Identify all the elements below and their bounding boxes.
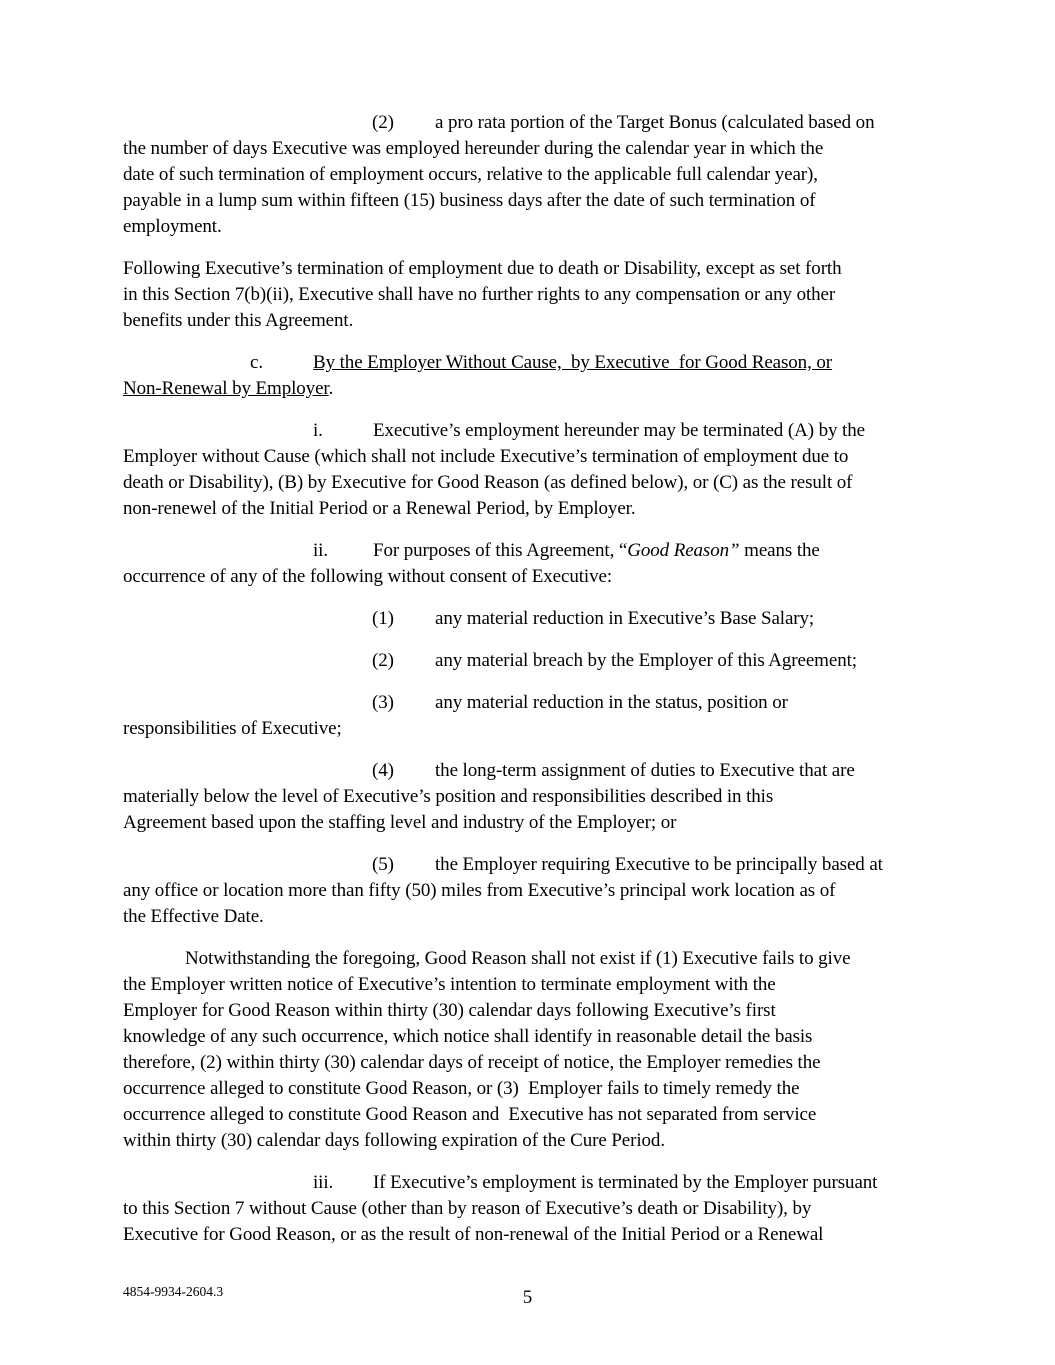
text-line: benefits under this Agreement. — [123, 310, 354, 331]
text-line: date of such termination of employment occurs, relative to the applicable full calendar year), — [123, 164, 818, 185]
list-label: c. — [250, 352, 263, 373]
para-item-1 — [123, 606, 935, 632]
text-line: within thirty (30) calendar days following expiration of the Cure Period. — [123, 1130, 665, 1151]
para-item-i — [123, 418, 935, 522]
text-line: Employer without Cause (which shall not include Executive’s termination of employment due to — [123, 446, 849, 467]
text-line: Agreement based upon the staffing level and industry of the Employer; or — [123, 812, 677, 833]
list-label: i. — [313, 420, 323, 441]
para-item-ii — [123, 538, 935, 590]
document-body — [123, 110, 935, 1264]
text-line: Following Executive’s termination of employment due to death or Disability, except as set forth — [123, 258, 842, 279]
list-label: iii. — [313, 1172, 334, 1193]
list-label: (4) — [372, 760, 394, 781]
list-label: (1) — [372, 608, 394, 629]
text-line: payable in a lump sum within fifteen (15) business days after the date of such termination of — [123, 190, 816, 211]
text-line: (5) the Employer requiring Executive to be principally based at — [123, 852, 935, 878]
text-line: iii. If Executive’s employment is terminated by the Employer pursuant — [123, 1170, 935, 1196]
text-line: occurrence alleged to constitute Good Reason and Executive has not separated from service — [123, 1104, 817, 1125]
para-item-5 — [123, 852, 935, 930]
text-line: employment. — [123, 216, 222, 237]
para-item-4 — [123, 758, 935, 836]
text-line: non-renewel of the Initial Period or a Renewal Period, by Employer. — [123, 498, 636, 519]
text-line: ii. For purposes of this Agreement, “Good Reason” means the — [123, 538, 935, 564]
text-line: (2) any material breach by the Employer of this Agreement; — [123, 648, 935, 674]
text-line: occurrence of any of the following without consent of Executive: — [123, 566, 613, 587]
text-line: (4) the long-term assignment of duties to Executive that are — [123, 758, 935, 784]
para-item-3 — [123, 690, 935, 742]
text-line: the number of days Executive was employed hereunder during the calendar year in which the — [123, 138, 824, 159]
heading-section-c — [123, 350, 935, 402]
text-line: to this Section 7 without Cause (other than by reason of Executive’s death or Disability), by — [123, 1198, 812, 1219]
list-label: ii. — [313, 540, 329, 561]
text-line: i. Executive’s employment hereunder may be terminated (A) by the — [123, 418, 935, 444]
text-line: (1) any material reduction in Executive’s Base Salary; — [123, 606, 935, 632]
text-line: the Employer written notice of Executive’s intention to terminate employment with the — [123, 974, 776, 995]
list-label: (3) — [372, 692, 394, 713]
para-notwithstanding — [123, 946, 935, 1154]
para-item-2 — [123, 648, 935, 674]
text-line: any office or location more than fifty (50) miles from Executive’s principal work location as of — [123, 880, 836, 901]
text-line: therefore, (2) within thirty (30) calendar days of receipt of notice, the Employer remedies the — [123, 1052, 821, 1073]
text-line: Non-Renewal by Employer. — [123, 378, 334, 399]
footer-page-number: 5 — [522, 1287, 533, 1308]
footer-document-number: 4854-9934-2604.3 — [123, 1284, 224, 1299]
text-line: materially below the level of Executive’s position and responsibilities described in this — [123, 786, 774, 807]
para-following-termination — [123, 256, 935, 334]
text-line: Employer for Good Reason within thirty (30) calendar days following Executive’s first — [123, 1000, 776, 1021]
para-pro-rata-bonus — [123, 110, 935, 240]
text-line: in this Section 7(b)(ii), Executive shall have no further rights to any compensation or any other — [123, 284, 836, 305]
text-line: knowledge of any such occurrence, which notice shall identify in reasonable detail the basis — [123, 1026, 813, 1047]
text-line: death or Disability), (B) by Executive for Good Reason (as defined below), or (C) as the result of — [123, 472, 853, 493]
text-line: occurrence alleged to constitute Good Reason, or (3) Employer fails to timely remedy the — [123, 1078, 800, 1099]
text-line: the Effective Date. — [123, 906, 264, 927]
text-line: (3) any material reduction in the status, position or — [123, 690, 935, 716]
list-label: (5) — [372, 854, 394, 875]
text-line: responsibilities of Executive; — [123, 718, 342, 739]
text-line: c. By the Employer Without Cause, by Executive for Good Reason, or — [123, 350, 935, 376]
text-line: Notwithstanding the foregoing, Good Reason shall not exist if (1) Executive fails to give — [185, 948, 851, 969]
para-item-iii — [123, 1170, 935, 1248]
text-line: Executive for Good Reason, or as the result of non-renewal of the Initial Period or a Renewal — [123, 1224, 824, 1245]
list-label: (2) — [372, 650, 394, 671]
text-line: (2) a pro rata portion of the Target Bonus (calculated based on — [123, 110, 935, 136]
list-label: (2) — [372, 112, 394, 133]
